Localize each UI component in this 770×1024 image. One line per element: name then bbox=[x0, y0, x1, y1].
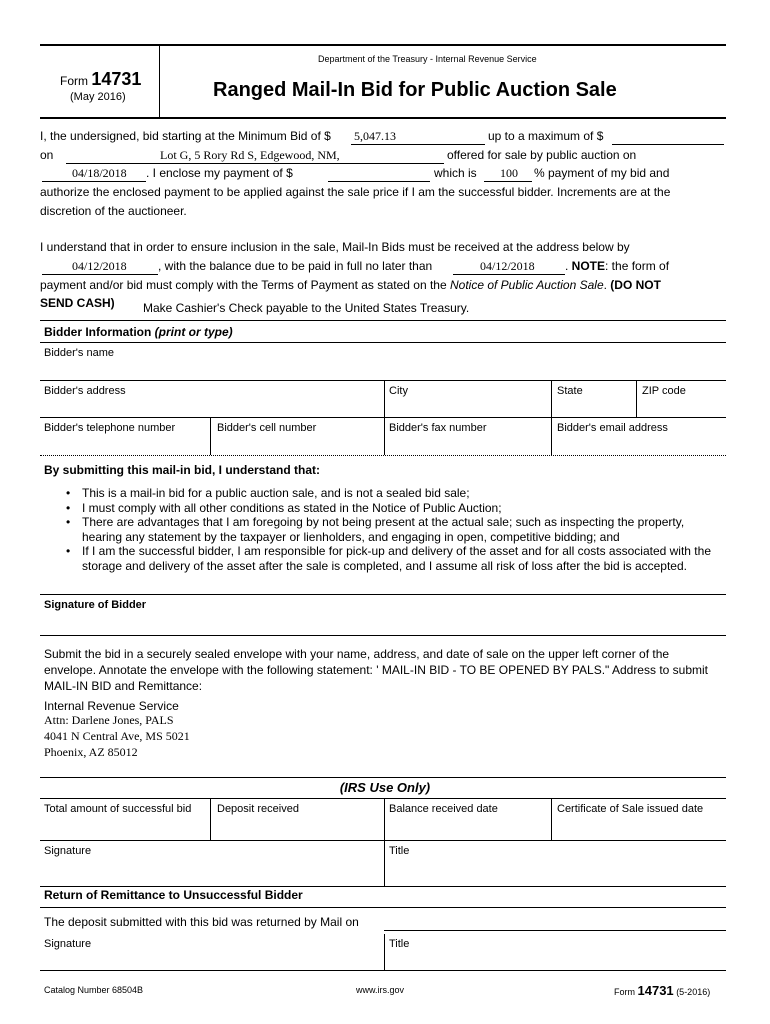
auction-date-field[interactable]: 04/18/2018 bbox=[72, 166, 127, 180]
balance-date-irs-field[interactable] bbox=[385, 816, 551, 840]
cashier-check-note: Make Cashier's Check payable to the United States Treasury. bbox=[143, 301, 470, 315]
signature-bottom-rule bbox=[40, 635, 726, 636]
understand-text-2b bbox=[565, 259, 669, 273]
bidder-address-field[interactable] bbox=[40, 398, 384, 417]
form-id bbox=[60, 69, 141, 90]
address-row-rule bbox=[40, 417, 726, 418]
bid-text-2b: offered for sale by public auction on bbox=[447, 148, 637, 162]
cell-label: Bidder's cell number bbox=[217, 422, 317, 434]
signature-section-rule bbox=[40, 594, 726, 595]
property-line bbox=[66, 163, 444, 164]
bid-text-1a: I, the undersigned, bid starting at the Minimum Bid of $ bbox=[40, 129, 331, 143]
understand-text-3 bbox=[40, 278, 661, 292]
return-date-field[interactable] bbox=[384, 913, 726, 930]
note-label: NOTE bbox=[571, 259, 606, 273]
bid-text-3c: % payment of my bid and bbox=[534, 166, 670, 180]
total-bid-field[interactable] bbox=[40, 816, 210, 840]
payment-line bbox=[328, 181, 430, 182]
understand-text-3b: . bbox=[603, 278, 611, 292]
bid-text-3a: . I enclose my payment of $ bbox=[146, 166, 293, 180]
irs-heading-rule bbox=[40, 798, 726, 799]
bidder-section-hint: (print or type) bbox=[154, 325, 233, 339]
irs-section-rule bbox=[40, 777, 726, 778]
irs-signature-field[interactable] bbox=[40, 858, 384, 886]
form-number: 14731 bbox=[91, 69, 142, 89]
list-item: • This is a mail-in bid for a public auction sale, and is not a sealed bid sale; bbox=[44, 486, 726, 501]
understand-period: . bbox=[565, 259, 572, 273]
return-heading-rule bbox=[40, 907, 726, 908]
return-title-label: Title bbox=[389, 938, 410, 950]
top-rule bbox=[40, 44, 726, 46]
header-divider bbox=[159, 46, 160, 118]
understand-text-2c: : the form of bbox=[605, 259, 670, 273]
balance-date-field[interactable]: 04/12/2018 bbox=[480, 259, 535, 273]
form-date: (May 2016) bbox=[70, 91, 126, 103]
understand-text-1: I understand that in order to ensure inclusion in the sale, Mail-In Bids must be received at the address below by bbox=[40, 240, 630, 254]
return-deposit-text: The deposit submitted with this bid was returned by Mail on bbox=[44, 915, 359, 929]
irs-signature-label: Signature bbox=[44, 845, 92, 857]
form-title: Ranged Mail-In Bid for Public Auction Sale bbox=[213, 79, 617, 101]
address-line-1: Attn: Darlene Jones, PALS bbox=[44, 713, 174, 727]
city-field[interactable] bbox=[385, 398, 551, 417]
min-bid-field[interactable]: 5,047.13 bbox=[354, 129, 396, 143]
bid-text-5: discretion of the auctioneer. bbox=[40, 204, 187, 218]
state-field[interactable] bbox=[552, 398, 636, 417]
catalog-number: Catalog Number 68504B bbox=[44, 985, 144, 995]
bid-text-2a: on bbox=[40, 148, 54, 162]
percent-field[interactable]: 100 bbox=[500, 166, 518, 180]
bidder-signature-field[interactable] bbox=[40, 612, 726, 635]
bidder-heading-rule bbox=[40, 342, 726, 343]
form-label: Form bbox=[60, 74, 88, 88]
phone-row-rule bbox=[40, 455, 726, 456]
return-signature-field[interactable] bbox=[40, 951, 384, 970]
name-row-rule bbox=[40, 380, 726, 381]
list-item: • I must comply with all other conditions as stated in the Notice of Public Auction; bbox=[44, 501, 726, 516]
min-bid-line bbox=[351, 144, 485, 145]
return-date-line bbox=[384, 930, 726, 931]
total-bid-label: Total amount of successful bid bbox=[44, 803, 192, 815]
certificate-date-label: Certificate of Sale issued date bbox=[557, 803, 704, 815]
receive-date-field[interactable]: 04/12/2018 bbox=[72, 259, 127, 273]
irs-row-rule bbox=[40, 840, 726, 841]
balance-date-label: Balance received date bbox=[389, 803, 498, 815]
state-label: State bbox=[557, 385, 583, 397]
agency-name: Department of the Treasury - Internal Revenue Service bbox=[318, 54, 537, 64]
deposit-received-label: Deposit received bbox=[217, 803, 299, 815]
bidder-name-label: Bidder's name bbox=[44, 347, 114, 359]
return-title-field[interactable] bbox=[385, 951, 726, 970]
send-cash-text: SEND CASH) bbox=[40, 296, 115, 310]
understand-text-3a: payment and/or bid must comply with the Terms of Payment as stated on the bbox=[40, 278, 450, 292]
fax-field[interactable] bbox=[385, 436, 551, 455]
fax-label: Bidder's fax number bbox=[389, 422, 487, 434]
address-agency: Internal Revenue Service bbox=[44, 699, 179, 713]
return-bottom-rule bbox=[40, 970, 726, 971]
auction-date-line bbox=[42, 181, 146, 182]
submit-instructions: Submit the bid in a securely sealed envelope with your name, address, and date of sale on the upper left corner of the envelope. Annotate the envelope with the following statement: ' MAIL-IN BID - TO BE OPENED BY PALS." Address to submit MAIL-IN BID and Remittance: bbox=[44, 647, 709, 693]
bidder-section-heading bbox=[44, 325, 233, 339]
email-field[interactable] bbox=[552, 436, 726, 455]
header-bottom-rule bbox=[40, 117, 726, 119]
list-item: • There are advantages that I am foregoing by not being present at the actual sale; such as inspecting the property, hearing any statement by the taxpayer or lienholders, and engaging in open, competitive bidding; and bbox=[44, 515, 726, 544]
zip-field[interactable] bbox=[637, 398, 726, 417]
list-item: • If I am the successful bidder, I am responsible for pick-up and delivery of the asset and for all costs associated with the storage and delivery of the asset after the sale is completed, and I assume all risk of loss after the bid is accepted. bbox=[44, 544, 726, 573]
footer-form-number: 14731 bbox=[637, 983, 674, 998]
bid-text-3b: which is bbox=[434, 166, 477, 180]
city-label: City bbox=[389, 385, 408, 397]
irs-title-label: Title bbox=[389, 845, 410, 857]
terms-heading: By submitting this mail-in bid, I understand that: bbox=[44, 463, 320, 477]
signature-of-bidder-label: Signature of Bidder bbox=[44, 599, 147, 611]
receive-date-line bbox=[42, 274, 158, 275]
footer-form-rev: (5-2016) bbox=[676, 987, 711, 997]
property-field[interactable]: Lot G, 5 Rory Rd S, Edgewood, NM, bbox=[160, 148, 340, 162]
zip-label: ZIP code bbox=[642, 385, 686, 397]
footer-form-id bbox=[614, 983, 710, 998]
bidder-name-field[interactable] bbox=[40, 360, 726, 380]
deposit-received-field[interactable] bbox=[211, 816, 384, 840]
bidder-address-label: Bidder's address bbox=[44, 385, 126, 397]
cell-field[interactable] bbox=[211, 436, 384, 455]
irs-website: www.irs.gov bbox=[356, 985, 405, 995]
return-signature-label: Signature bbox=[44, 938, 92, 950]
irs-bottom-rule bbox=[40, 886, 726, 887]
address-line-3: Phoenix, AZ 85012 bbox=[44, 745, 138, 759]
understand-text-2a: , with the balance due to be paid in full no later than bbox=[158, 259, 433, 273]
do-not-text: (DO NOT bbox=[610, 278, 661, 292]
bid-text-1b: up to a maximum of $ bbox=[488, 129, 604, 143]
bid-text-4: authorize the enclosed payment to be applied against the sale price if I am the successful bidder. Increments are at the bbox=[40, 185, 671, 199]
certificate-date-field[interactable] bbox=[552, 816, 726, 840]
balance-date-line bbox=[453, 274, 565, 275]
footer-form-label: Form bbox=[614, 987, 635, 997]
max-bid-line bbox=[612, 144, 724, 145]
bidder-section-label: Bidder Information bbox=[44, 325, 155, 339]
irs-title-field[interactable] bbox=[385, 858, 726, 886]
phone-label: Bidder's telephone number bbox=[44, 422, 176, 434]
bidder-section-rule bbox=[40, 320, 726, 321]
notice-reference: Notice of Public Auction Sale bbox=[449, 278, 604, 292]
email-label: Bidder's email address bbox=[557, 422, 668, 434]
irs-use-heading: (IRS Use Only) bbox=[339, 780, 431, 795]
terms-list bbox=[44, 486, 726, 573]
percent-line bbox=[484, 181, 532, 182]
address-line-2: 4041 N Central Ave, MS 5021 bbox=[44, 729, 190, 743]
phone-field[interactable] bbox=[40, 436, 210, 455]
return-heading: Return of Remittance to Unsuccessful Bidder bbox=[44, 888, 303, 902]
